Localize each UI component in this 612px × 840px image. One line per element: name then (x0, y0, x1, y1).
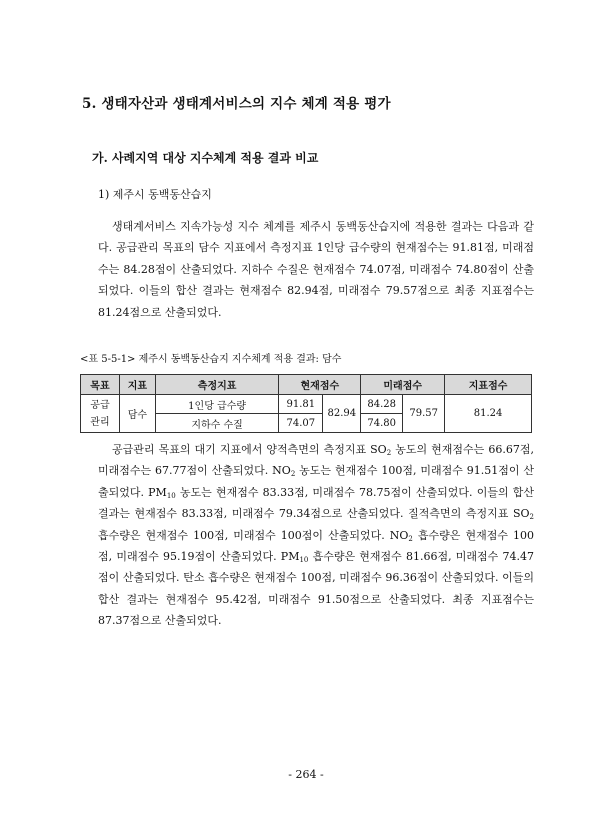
header-future: 미래점수 (361, 375, 445, 395)
cell-future: 84.28 (361, 395, 403, 414)
header-current: 현재점수 (279, 375, 361, 395)
header-index: 지표점수 (445, 375, 532, 395)
paragraph-text: 흡수량은 현재점수 100점, 미래점수 95.19점이 산출되었다. PM (98, 528, 534, 564)
table-caption: <표 5-5-1> 제주시 동백동산습지 지수체계 적용 결과: 담수 (80, 354, 342, 365)
section-title: 5. 생태자산과 생태계서비스의 지수 체계 적용 평가 (82, 96, 391, 112)
page-number: - 264 - (288, 768, 324, 781)
paragraph-text: 공급관리 목표의 대기 지표에서 양적측면의 측정지표 SO (112, 443, 387, 456)
table-row (81, 395, 532, 414)
cell-current-sum: 82.94 (323, 395, 361, 433)
cell-index-score: 81.24 (445, 395, 532, 433)
cell-future-sum: 79.57 (403, 395, 445, 433)
cell-measure: 1인당 급수량 (155, 395, 279, 414)
cell-future: 74.80 (361, 414, 403, 433)
subscript: 10 (166, 491, 176, 500)
paragraph-text: 흡수량은 현재점수 81.66점, 미래점수 74.47점이 산출되었다. 탄소 흡수량은 현재점수 100점, 미래점수 96.36점이 산출되었다. 이들의 합산 결과는 현재점수 95.42점, 미래점수 91.50점으로 산출되었다. 최종 지표점수는 87.37점으로 산출되었다. (98, 550, 534, 628)
freshwater-table (80, 374, 532, 433)
cell-current: 74.07 (279, 414, 323, 433)
header-indicator: 지표 (119, 375, 155, 395)
cell-measure: 지하수 수질 (155, 414, 279, 433)
cell-current: 91.81 (279, 395, 323, 414)
cell-goal (81, 395, 120, 433)
table-header-row (81, 375, 532, 395)
paragraph-text: 농도는 현재점수 100점, 미래점수 91.51점이 산출되었다. PM (98, 464, 534, 499)
subscript: 10 (299, 556, 309, 565)
subscript: 2 (386, 449, 392, 457)
goal-text: 공급관리 (90, 399, 110, 428)
paragraph-text: 농도는 현재점수 83.33점, 미래점수 78.75점이 산출되었다. 이들의 합산 결과는 현재점수 83.33점, 미래점수 79.34점으로 산출되었다. 질적측면의 측정지표 SO (98, 485, 534, 521)
subsection-title: 가. 사례지역 대상 지수체계 적용 결과 비교 (92, 151, 319, 165)
paragraph-air (98, 439, 534, 632)
subscript: 2 (290, 470, 296, 479)
cell-indicator: 담수 (119, 395, 155, 433)
paragraph-text: 농도의 현재점수는 66.67점, 미래점수는 67.77점이 산출되었다. NO (98, 443, 534, 478)
paragraph-text: 흡수량은 현재점수 100점, 미래점수 100점이 산출되었다. NO (98, 528, 409, 542)
header-measure: 측정지표 (155, 375, 279, 395)
subscript: 2 (408, 534, 413, 543)
header-goal: 목표 (81, 375, 120, 395)
paragraph-freshwater: 생태계서비스 지속가능성 지수 체계를 제주시 동백동산습지에 적용한 결과는 다음과 같다. 공급관리 목표의 담수 지표에서 측정지표 1인당 급수량의 현재점수는 91.81점, 미래점수는 84.28점이 산출되었다. 지하수 수질은 현재점수 74.07점, 미래점수 74.80점이 산출되었다. 이들의 합산 결과는 현재점수 82.94점, 미래점수 79.57점으로 최종 지표점수는 81.24점으로 산출되었다. (98, 220, 534, 319)
item-title: 1) 제주시 동백동산습지 (98, 188, 212, 201)
subscript: 2 (529, 513, 534, 522)
